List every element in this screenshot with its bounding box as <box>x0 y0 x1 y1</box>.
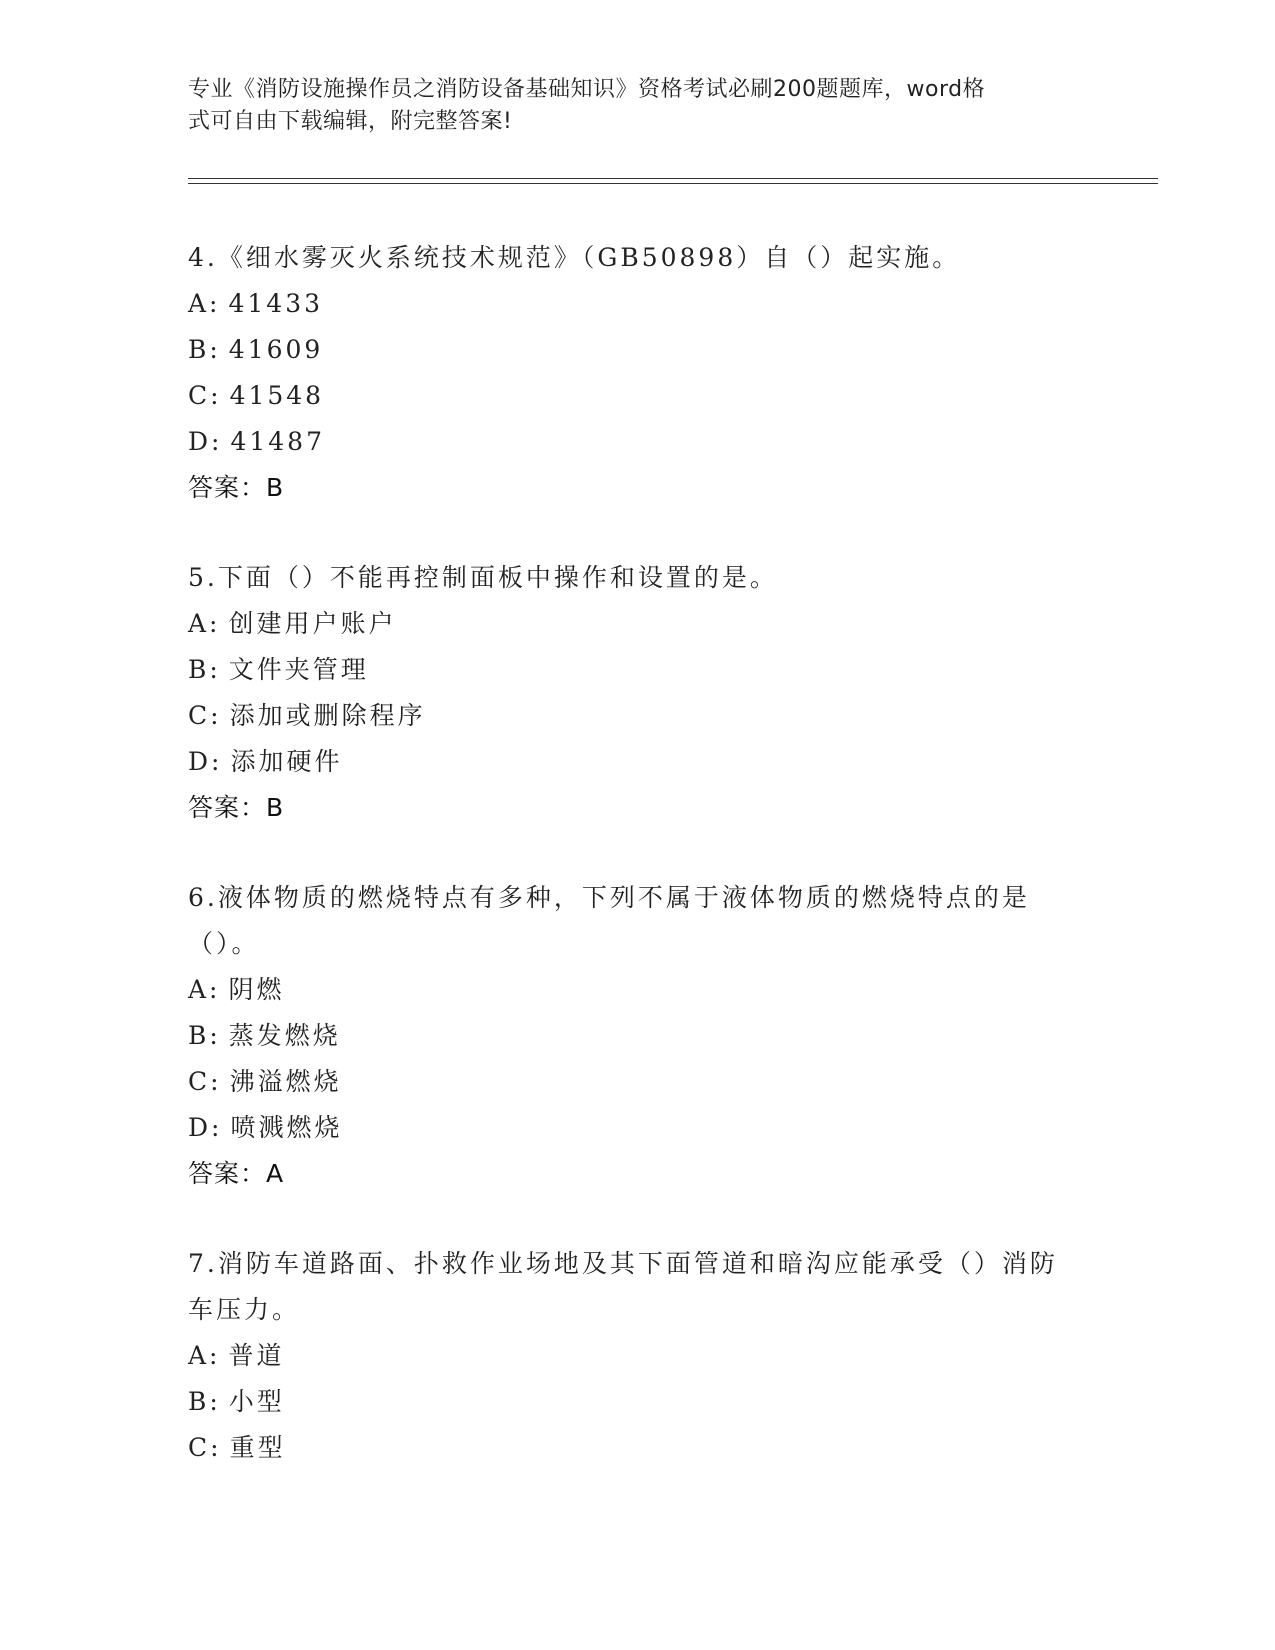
option-key: B: <box>188 1387 221 1416</box>
option-b <box>188 1013 1068 1059</box>
question-stem: 4.《细水雾灭火系统技术规范》（GB50898）自（）起实施。 <box>188 243 961 272</box>
option-c <box>188 1059 1068 1105</box>
option-a <box>188 1333 1068 1379</box>
header-divider-bottom <box>188 183 1158 184</box>
option-key: C: <box>188 381 222 410</box>
question-item <box>188 235 1068 511</box>
option-key: B: <box>188 335 221 364</box>
option-text: 小型 <box>228 1387 285 1416</box>
option-key: C: <box>188 1067 222 1096</box>
question-item <box>188 1241 1068 1471</box>
option-c <box>188 373 1068 419</box>
option-key: C: <box>188 701 222 730</box>
option-c <box>188 1425 1068 1471</box>
answer-line: 答案：B <box>188 473 285 502</box>
question-stem: 5.下面（）不能再控制面板中操作和设置的是。 <box>188 563 778 592</box>
header-divider-top <box>188 178 1158 179</box>
question-list <box>188 235 1068 1515</box>
option-text: 41433 <box>228 289 324 318</box>
option-b <box>188 327 1068 373</box>
option-text: 创建用户账户 <box>228 609 397 638</box>
question-item <box>188 555 1068 831</box>
option-text: 添加硬件 <box>230 747 343 776</box>
option-b <box>188 647 1068 693</box>
option-a <box>188 281 1068 327</box>
option-text: 文件夹管理 <box>228 655 369 684</box>
option-text: 重型 <box>229 1433 286 1462</box>
question-stem: 7.消防车道路面、扑救作业场地及其下面管道和暗沟应能承受（）消防车压力。 <box>188 1249 1058 1324</box>
option-text: 41548 <box>229 381 325 410</box>
question-item <box>188 875 1068 1197</box>
option-key: C: <box>188 1433 222 1462</box>
option-text: 喷溅燃烧 <box>230 1113 343 1142</box>
option-text: 蒸发燃烧 <box>228 1021 341 1050</box>
option-key: A: <box>188 975 221 1004</box>
option-key: A: <box>188 609 221 638</box>
option-text: 41609 <box>228 335 324 364</box>
option-key: D: <box>188 1113 223 1142</box>
header-line-2: 式可自由下载编辑，附完整答案! <box>188 109 513 134</box>
option-key: B: <box>188 1021 221 1050</box>
option-key: D: <box>188 747 223 776</box>
option-c <box>188 693 1068 739</box>
question-stem: 6.液体物质的燃烧特点有多种，下列不属于液体物质的燃烧特点的是（）。 <box>188 883 1030 958</box>
option-key: B: <box>188 655 221 684</box>
option-key: A: <box>188 1341 221 1370</box>
option-d <box>188 419 1068 465</box>
answer-line: 答案：B <box>188 793 285 822</box>
option-text: 沸溢燃烧 <box>229 1067 342 1096</box>
option-b <box>188 1379 1068 1425</box>
option-key: D: <box>188 427 223 456</box>
option-text: 41487 <box>230 427 325 456</box>
option-text: 添加或删除程序 <box>229 701 426 730</box>
header-line-1: 专业《消防设施操作员之消防设备基础知识》资格考试必刷200题题库，word格 <box>188 77 986 102</box>
option-a <box>188 967 1068 1013</box>
answer-line: 答案：A <box>188 1159 285 1188</box>
option-text: 普道 <box>228 1341 285 1370</box>
option-key: A: <box>188 289 221 318</box>
option-a <box>188 601 1068 647</box>
option-d <box>188 739 1068 785</box>
option-text: 阴燃 <box>228 975 285 1004</box>
option-d <box>188 1105 1068 1151</box>
document-header <box>188 74 1068 138</box>
